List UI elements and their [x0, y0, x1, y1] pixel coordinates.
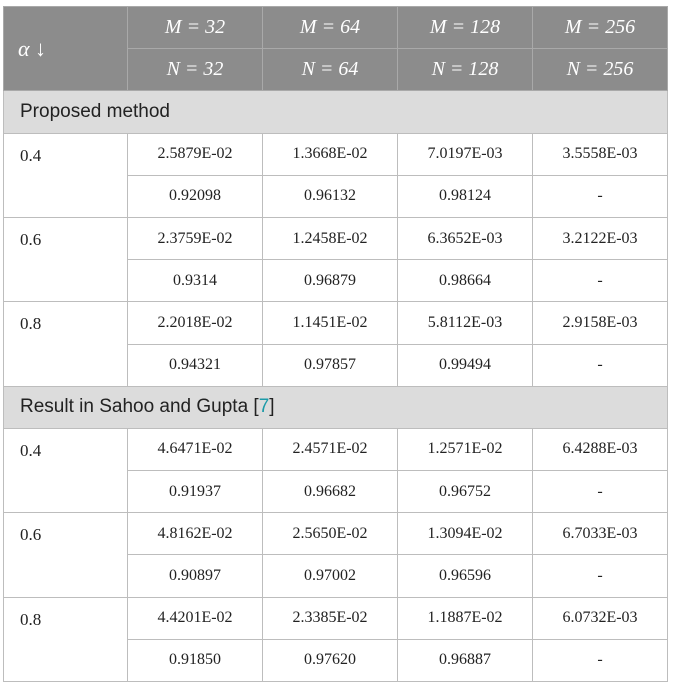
- rate-cell: -: [533, 639, 668, 681]
- error-cell: 1.1887E-02: [398, 597, 533, 639]
- section-title: [4, 91, 668, 133]
- rate-cell: 0.9314: [128, 260, 263, 302]
- header-N-128: N = 128: [398, 49, 533, 91]
- header-N-256: N = 256: [533, 49, 668, 91]
- header-M-256: M = 256: [533, 7, 668, 49]
- rate-cell: 0.98664: [398, 260, 533, 302]
- rate-cell: -: [533, 175, 668, 217]
- table-row: [4, 302, 668, 344]
- citation-link[interactable]: 7: [258, 396, 270, 418]
- error-cell: 6.3652E-03: [398, 217, 533, 259]
- alpha-value: 0.8: [4, 302, 128, 386]
- rate-cell: 0.90897: [128, 555, 263, 597]
- rate-cell: 0.96887: [398, 639, 533, 681]
- header-M-128: M = 128: [398, 7, 533, 49]
- error-cell: 1.1451E-02: [263, 302, 398, 344]
- error-cell: 2.3759E-02: [128, 217, 263, 259]
- rate-cell: 0.96596: [398, 555, 533, 597]
- rate-cell: 0.94321: [128, 344, 263, 386]
- rate-cell: 0.99494: [398, 344, 533, 386]
- rate-cell: 0.91937: [128, 471, 263, 513]
- error-cell: 6.4288E-03: [533, 428, 668, 470]
- error-cell: 2.3385E-02: [263, 597, 398, 639]
- header-row-M: [4, 7, 668, 49]
- header-M-32: M = 32: [128, 7, 263, 49]
- error-cell: 1.3668E-02: [263, 133, 398, 175]
- header-N-64: N = 64: [263, 49, 398, 91]
- table-row: [4, 513, 668, 555]
- error-cell: 2.4571E-02: [263, 428, 398, 470]
- error-cell: 2.5879E-02: [128, 133, 263, 175]
- rate-cell: 0.98124: [398, 175, 533, 217]
- alpha-header: α ↓: [4, 7, 128, 91]
- section-title-text: Proposed method: [20, 100, 170, 122]
- table-row: [4, 597, 668, 639]
- section-row: [4, 386, 668, 428]
- rate-cell: 0.96879: [263, 260, 398, 302]
- error-cell: 6.0732E-03: [533, 597, 668, 639]
- error-cell: 1.3094E-02: [398, 513, 533, 555]
- error-cell: 4.4201E-02: [128, 597, 263, 639]
- header-M-64: M = 64: [263, 7, 398, 49]
- rate-cell: 0.96682: [263, 471, 398, 513]
- rate-cell: -: [533, 260, 668, 302]
- error-cell: 2.9158E-03: [533, 302, 668, 344]
- table-row: [4, 217, 668, 259]
- table-body: [4, 91, 668, 682]
- rate-cell: 0.92098: [128, 175, 263, 217]
- results-table: [3, 6, 668, 682]
- alpha-value: 0.4: [4, 428, 128, 512]
- error-cell: 2.5650E-02: [263, 513, 398, 555]
- section-row: [4, 91, 668, 133]
- alpha-value: 0.6: [4, 513, 128, 597]
- table-row: [4, 428, 668, 470]
- error-cell: 2.2018E-02: [128, 302, 263, 344]
- table-header: [4, 7, 668, 91]
- rate-cell: 0.96132: [263, 175, 398, 217]
- rate-cell: 0.97002: [263, 555, 398, 597]
- rate-cell: -: [533, 555, 668, 597]
- rate-cell: 0.97857: [263, 344, 398, 386]
- alpha-value: 0.6: [4, 217, 128, 301]
- rate-cell: 0.96752: [398, 471, 533, 513]
- section-title: [4, 386, 668, 428]
- error-cell: 5.8112E-03: [398, 302, 533, 344]
- error-cell: 1.2458E-02: [263, 217, 398, 259]
- alpha-value: 0.4: [4, 133, 128, 217]
- rate-cell: 0.97620: [263, 639, 398, 681]
- rate-cell: -: [533, 344, 668, 386]
- error-cell: 6.7033E-03: [533, 513, 668, 555]
- table-row: [4, 133, 668, 175]
- section-title-text: Result in Sahoo and Gupta [: [20, 396, 259, 418]
- error-cell: 3.5558E-03: [533, 133, 668, 175]
- error-cell: 3.2122E-03: [533, 217, 668, 259]
- rate-cell: 0.91850: [128, 639, 263, 681]
- error-cell: 4.6471E-02: [128, 428, 263, 470]
- error-cell: 1.2571E-02: [398, 428, 533, 470]
- error-cell: 4.8162E-02: [128, 513, 263, 555]
- alpha-value: 0.8: [4, 597, 128, 681]
- header-N-32: N = 32: [128, 49, 263, 91]
- error-cell: 7.0197E-03: [398, 133, 533, 175]
- rate-cell: -: [533, 471, 668, 513]
- section-title-end: ]: [269, 396, 275, 418]
